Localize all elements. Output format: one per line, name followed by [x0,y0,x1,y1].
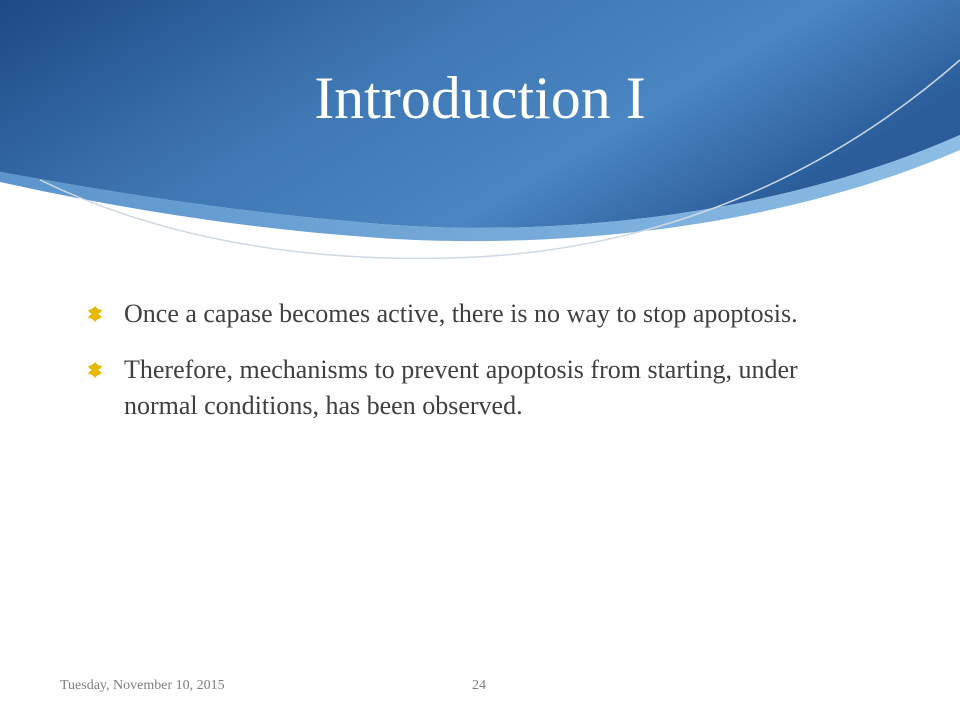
bullet-item [86,352,876,424]
footer-date: Tuesday, November 10, 2015 [60,678,225,693]
header-banner [0,0,960,280]
bullet-text: Once a capase becomes active, there is no way to stop apoptosis. [124,299,798,328]
bullet-item [86,296,876,332]
fleur-bullet-icon [86,305,104,323]
bullet-list [86,296,876,444]
fleur-bullet-icon [86,361,104,379]
bullet-text: Therefore, mechanisms to prevent apoptosis from starting, under normal conditions, has been observed. [124,355,798,420]
footer-page-number: 24 [472,678,486,693]
slide-title: Introduction I [314,65,646,131]
